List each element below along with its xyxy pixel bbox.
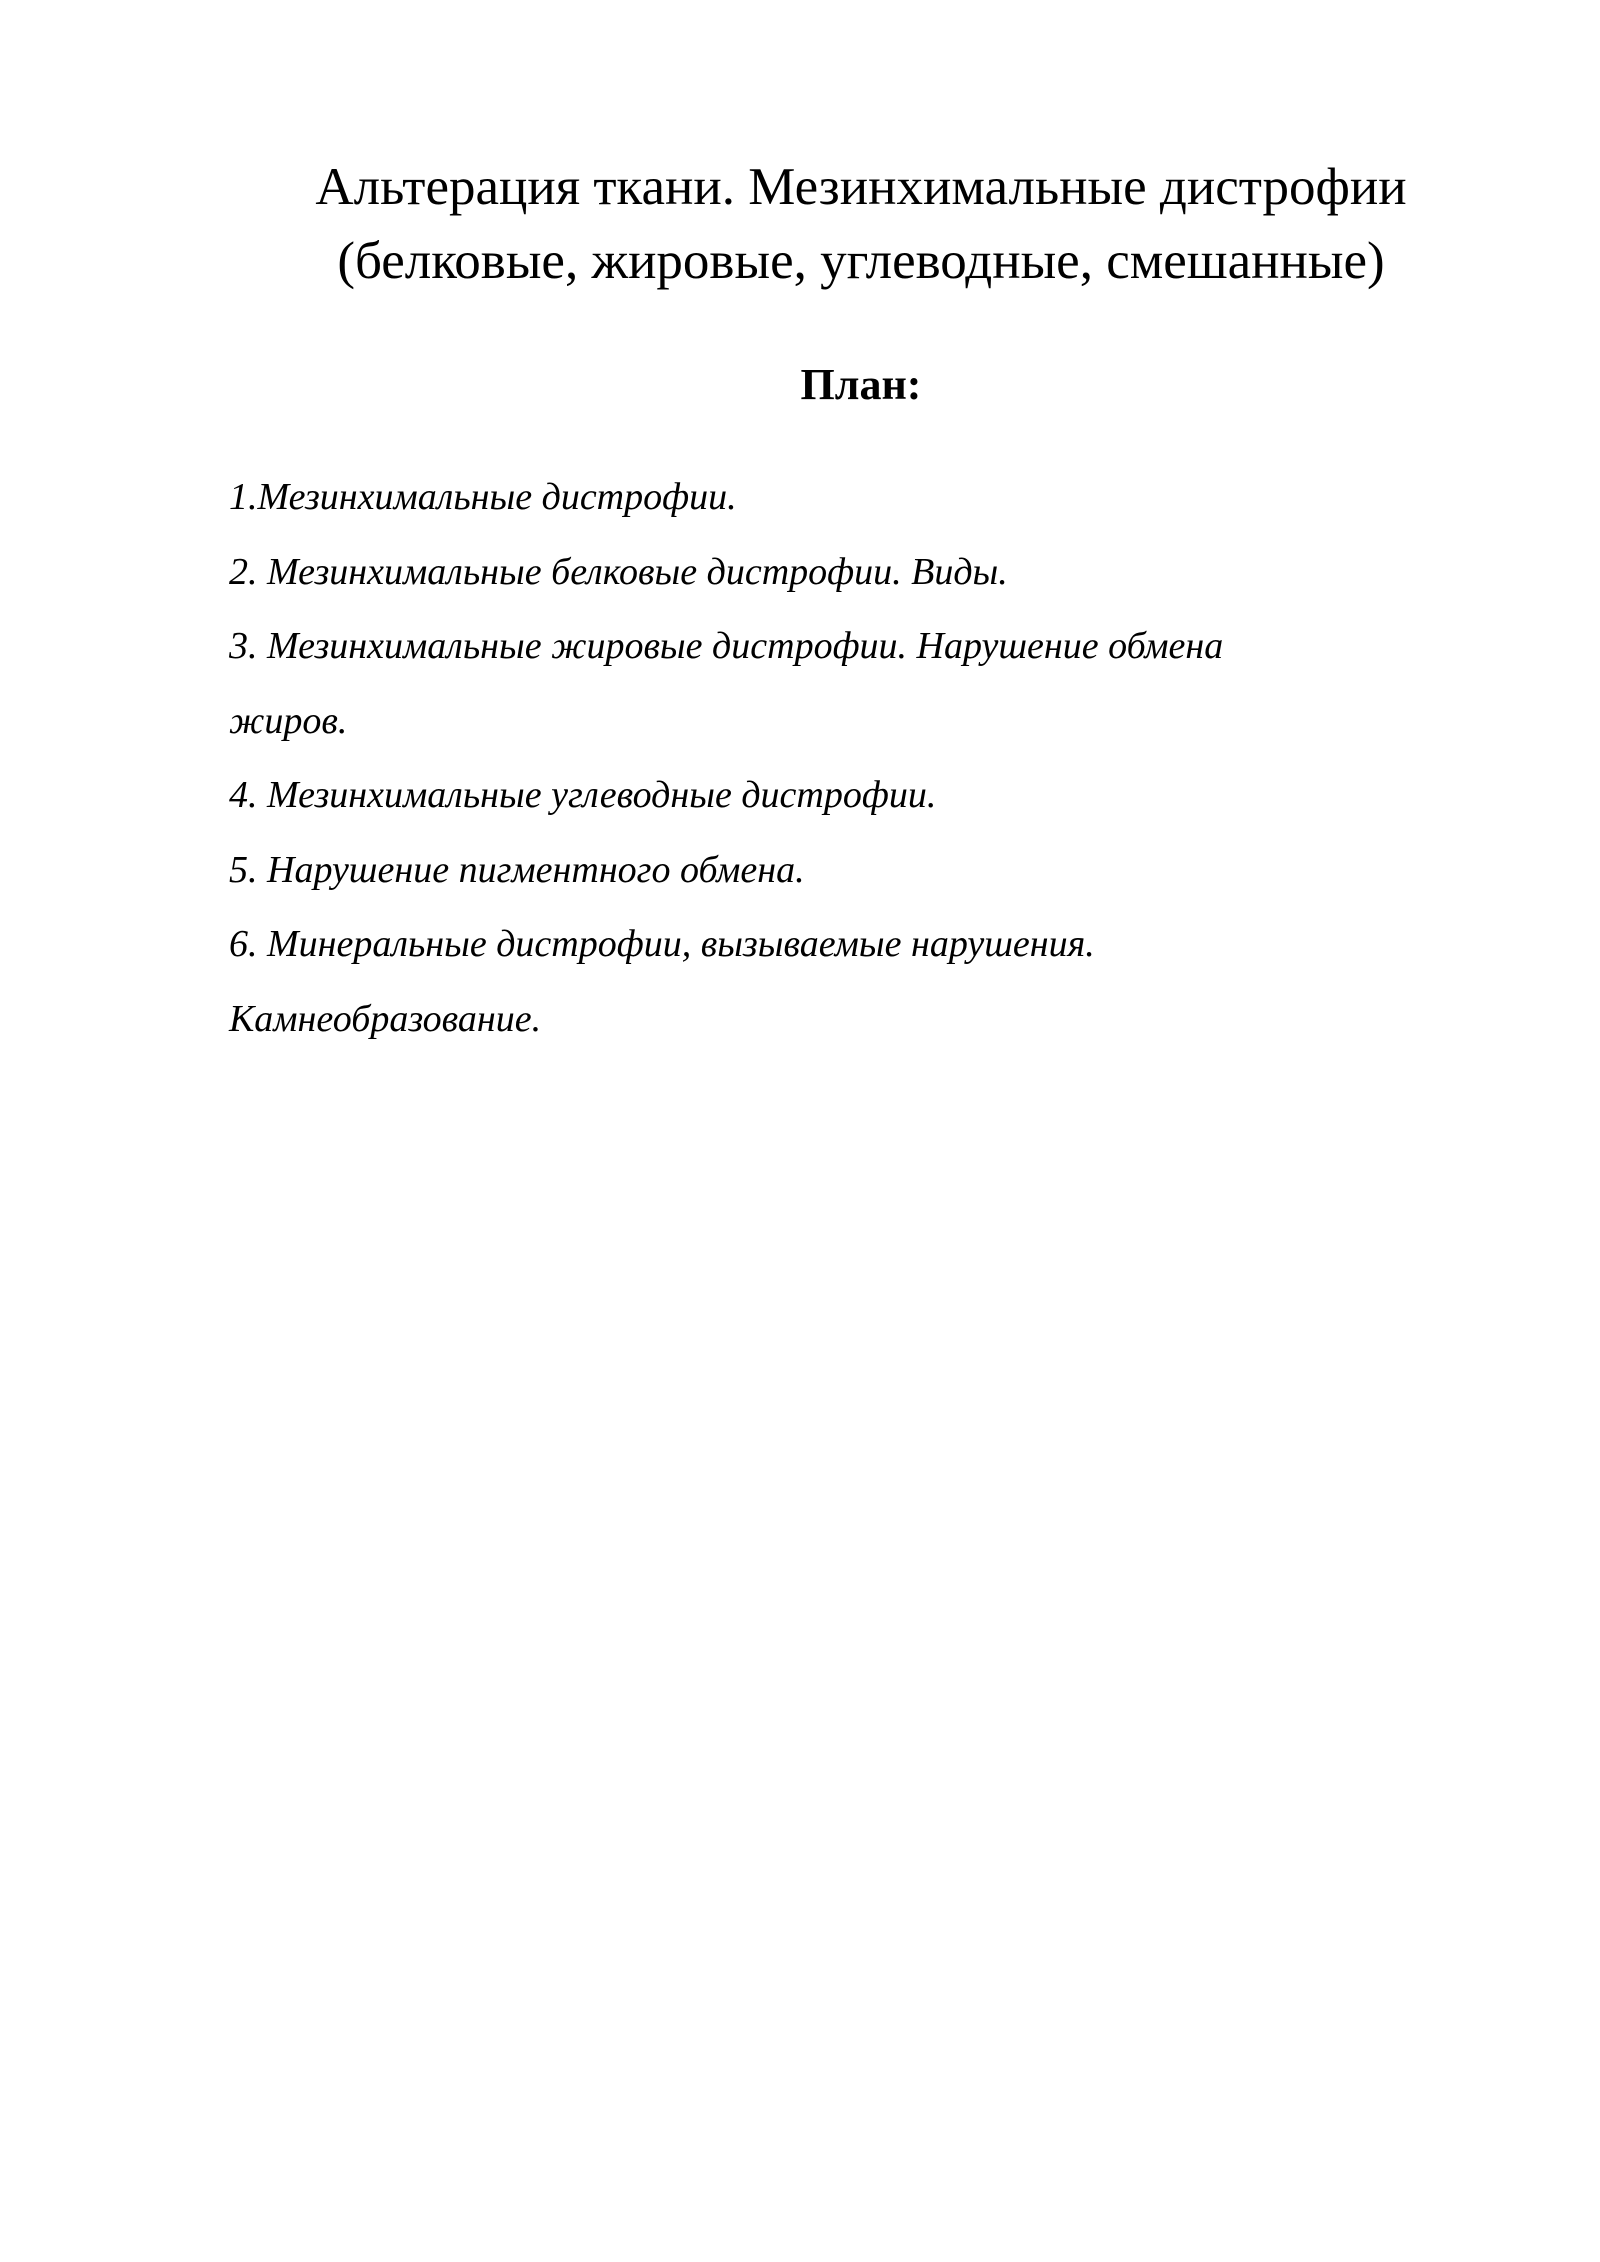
plan-item: 2. Мезинхимальные белковые дистрофии. Виды. <box>229 550 1008 593</box>
plan-item: жиров. <box>229 699 348 742</box>
plan-list <box>229 460 1429 1056</box>
plan-item: 3. Мезинхимальные жировые дистрофии. Нарушение обмена <box>229 625 1224 667</box>
plan-item: 5. Нарушение пигментного обмена. <box>229 848 805 891</box>
title-line-2: (белковые, жировые, углеводные, смешанные) <box>337 232 1385 290</box>
plan-item: 1.Мезинхимальные дистрофии. <box>229 476 737 518</box>
plan-heading: План: <box>800 360 922 409</box>
plan-item: 6. Минеральные дистрофии, вызываемые нарушения. <box>229 923 1095 965</box>
plan-item: Камнеобразование. <box>229 997 542 1040</box>
title-line-1: Альтерация ткани. Мезинхимальные дистрофии <box>315 158 1407 216</box>
document-title <box>180 150 1542 298</box>
plan-item: 4. Мезинхимальные углеводные дистрофии. <box>229 774 937 816</box>
